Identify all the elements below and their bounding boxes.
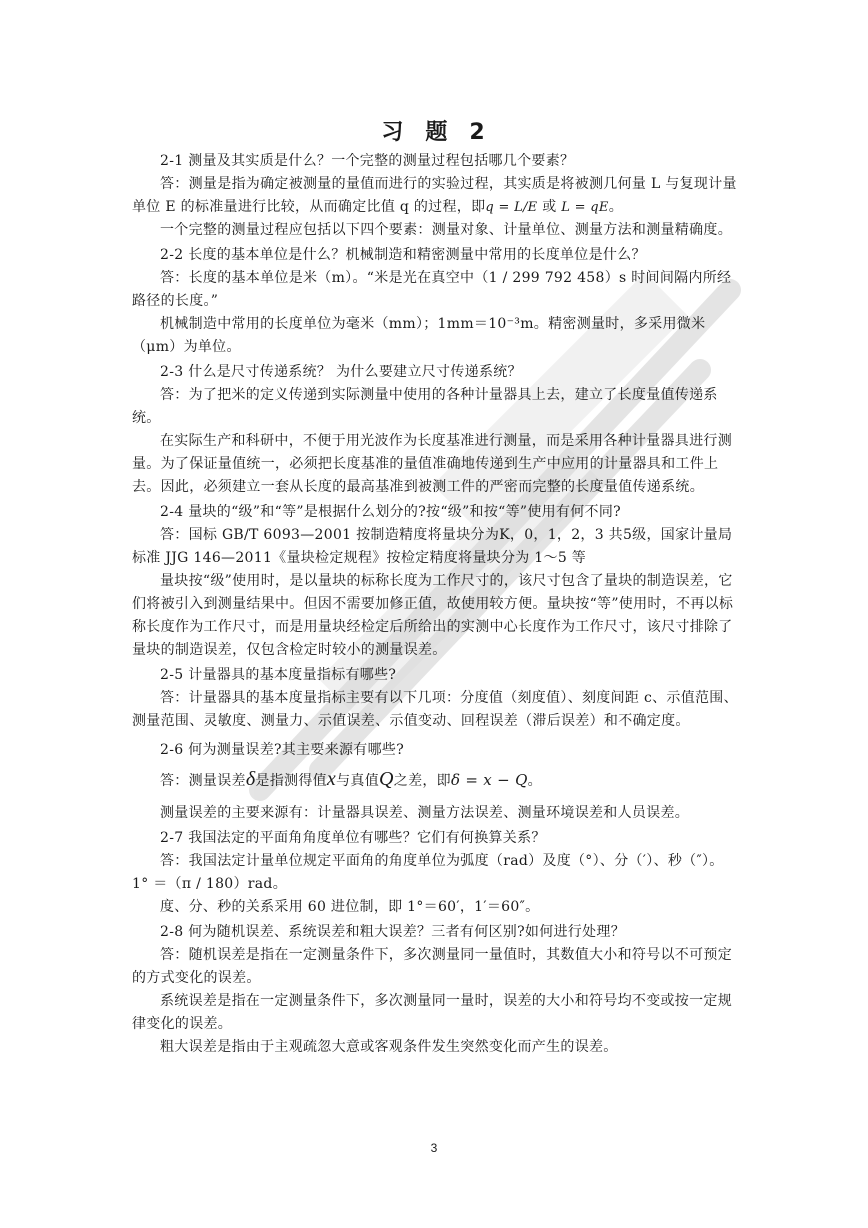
question-2-8: 2-8 何为随机误差、系统误差和粗大误差？三者有何区别?如何进行处理？ [160,924,625,940]
question-2-7: 2-7 我国法定的平面角角度单位有哪些？它们有何换算关系？ [160,830,546,846]
answer-2-1-elements: 一个完整的测量过程应包括以下四个要素：测量对象、计量单位、测量方法和测量精确度。 [160,222,732,238]
answer-2-8-random: 答：随机误差是指在一定测量条件下，多次测量同一量值时，其数值大小和符号以不可预定的方式变化的误差。 [132,947,732,986]
answer-2-4: 答：国标 GB/T 6093—2001 按制造精度将量块分为K，0，1，2，3 共5级，国家计量局标准 JJG 146—2011《量块检定规程》按检定精度将量块分为 1～5 等 [132,527,733,566]
answer-2-6: 答：测量误差δ是指测得值x与真值Q之差，即δ = x − Q。 [160,768,542,790]
answer-2-1: 答：测量是指为确定被测量的量值而进行的实验过程，其实质是将被测几何量 L 与复现计量单位 E 的标准量进行比较，从而确定比值 q 的过程，即q = L/E 或 L = qE。 [132,176,737,215]
question-2-4: 2-4 量块的“级”和“等”是根据什么划分的?按“级”和按“等”使用有何不同? [160,504,621,520]
question-2-1: 2-1 测量及其实质是什么？一个完整的测量过程包括哪几个要素？ [160,153,575,169]
answer-2-4-detail: 量块按“级”使用时，是以量块的标称长度为工作尺寸的，该尺寸包含了量块的制造误差，它们将被引入到测量结果中。但因不需要加修正值，故使用较方便。量块按“等”使用时，不再以标称长度作为工作尺寸，而是用量块经检定后所给出的实测中心长度作为工作尺寸，该尺寸排除了量块的制造误差，仅包含检定时较小的测量误差。 [132,573,734,658]
question-2-2: 2-2 长度的基本单位是什么？机械制造和精密测量中常用的长度单位是什么？ [160,247,646,263]
page-title: 习 题 2 [381,120,487,145]
question-2-6: 2-6 何为测量误差?其主要来源有哪些? [160,742,405,758]
answer-2-8-gross: 粗大误差是指由于主观疏忽大意或客观条件发生突然变化而产生的误差。 [160,1039,618,1055]
question-2-3: 2-3 什么是尺寸传递系统？ 为什么要建立尺寸传递系统？ [160,364,522,380]
answer-2-3: 答：为了把米的定义传递到实际测量中使用的各种计量器具上去，建立了长度量值传递系统。 [132,387,718,426]
answer-2-6-sources: 测量误差的主要来源有：计量器具误差、测量方法误差、测量环境误差和人员误差。 [160,805,690,821]
answer-2-8-systematic: 系统误差是指在一定测量条件下，多次测量同一量时，误差的大小和符号均不变或按一定规律变化的误差。 [132,993,732,1032]
answer-2-2-units: 机械制造中常用的长度单位为毫米（mm）；1mm＝10⁻³m。精密测量时，多采用微米（μm）为单位。 [132,316,706,355]
page-number: 3 [430,1141,438,1155]
answer-2-5: 答：计量器具的基本度量指标主要有以下几项：分度值（刻度值）、刻度间距 c、示值范围、测量范围、灵敏度、测量力、示值误差、示值变动、回程误差（滞后误差）和不确定度。 [132,690,738,729]
answer-2-7-formula: 1° ＝（π / 180）rad。 [132,876,287,892]
question-2-5: 2-5 计量器具的基本度量指标有哪些? [160,667,397,683]
answer-2-7: 答：我国法定计量单位规定平面角的角度单位为弧度（rad）及度（°）、分（′）、秒（″）。 [160,853,724,869]
answer-2-7-relation: 度、分、秒的关系采用 60 进位制，即 1°＝60′，1′＝60″。 [160,899,540,915]
answer-2-2: 答：长度的基本单位是米（m）。“米是光在真空中（1 / 299 792 458）s 时间间隔内所经路径的长度。” [132,270,732,309]
document-body [132,148,740,1059]
answer-2-3-detail: 在实际生产和科研中，不便于用光波作为长度基准进行测量，而是采用各种计量器具进行测量。为了保证量值统一，必须把长度基准的量值准确地传递到生产中应用的计量器具和工件上去。因此，必须建立一套从长度的最高基准到被测工件的严密而完整的长度量值传递系统。 [132,433,732,495]
